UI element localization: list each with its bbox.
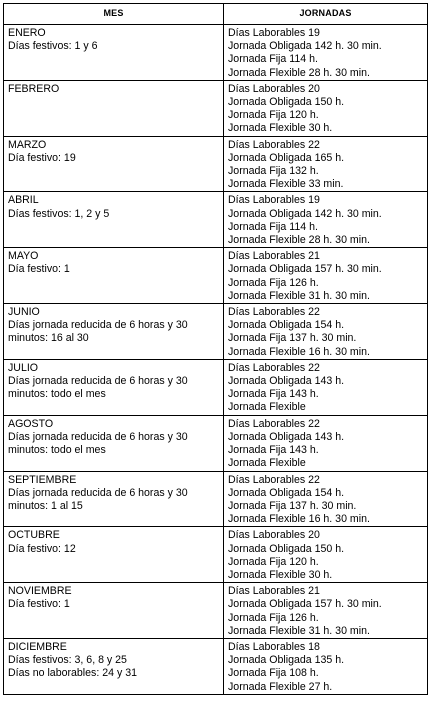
jornada-flexible: Jornada Flexible 30 h.	[228, 568, 333, 581]
month-note-line: Días festivos: 3, 6, 8 y 25	[8, 654, 127, 667]
jornada-flexible: Jornada Flexible	[228, 401, 306, 414]
month-cell	[4, 583, 224, 639]
table-row	[4, 583, 428, 639]
month-cell	[4, 192, 224, 248]
jornada-fija: Jornada Fija 114 h.	[228, 53, 318, 66]
jornada-obligada: Jornada Obligada 154 h.	[228, 486, 345, 499]
month-note-line: Día festivo: 12	[8, 542, 76, 555]
month-name: ENERO	[8, 27, 46, 39]
month-note-line: Días festivos: 1, 2 y 5	[8, 207, 110, 220]
table-row	[4, 80, 428, 136]
jornadas-cell	[224, 248, 428, 304]
table-row	[4, 192, 428, 248]
month-name: AGOSTO	[8, 417, 54, 430]
dias-laborables: Días Laborables 20	[228, 529, 320, 542]
jornadas-cell	[224, 638, 428, 694]
month-notes	[8, 598, 220, 611]
dias-laborables: Días Laborables 20	[228, 82, 320, 95]
jornadas-cell	[224, 25, 428, 81]
month-note-line: minutos: 16 al 30	[8, 332, 89, 345]
jornada-obligada: Jornada Obligada 150 h.	[228, 542, 345, 555]
jornadas-cell	[224, 192, 428, 248]
jornada-obligada: Jornada Obligada 135 h.	[228, 654, 345, 667]
month-note-line: minutos: 1 al 15	[8, 499, 83, 512]
table-row	[4, 415, 428, 471]
jornadas-cell	[224, 304, 428, 360]
month-notes	[8, 319, 220, 345]
month-notes	[8, 487, 220, 513]
month-name: SEPTIEMBRE	[8, 473, 77, 486]
dias-laborables: Días Laborables 19	[228, 27, 320, 39]
jornada-fija: Jornada Fija 120 h.	[228, 109, 319, 122]
month-notes	[8, 40, 220, 53]
month-note-line: Día festivo: 1	[8, 598, 70, 611]
month-note-line: Días jornada reducida de 6 horas y 30	[8, 375, 188, 388]
jornada-obligada: Jornada Obligada 154 h.	[228, 319, 345, 332]
jornada-obligada: Jornada Obligada 165 h.	[228, 151, 345, 164]
month-cell	[4, 471, 224, 527]
jornada-flexible: Jornada Flexible 33 min.	[228, 178, 344, 191]
month-note-line: Día festivo: 1	[8, 263, 70, 276]
jornada-obligada: Jornada Obligada 143 h.	[228, 430, 345, 443]
jornada-fija: Jornada Fija 137 h. 30 min.	[228, 499, 357, 512]
jornada-fija: Jornada Fija 126 h.	[228, 611, 319, 624]
month-note-line: Días jornada reducida de 6 horas y 30	[8, 319, 188, 332]
month-cell	[4, 415, 224, 471]
jornada-flexible: Jornada Flexible 16 h. 30 min.	[228, 345, 370, 358]
month-note-line: minutos: todo el mes	[8, 444, 106, 457]
jornada-obligada: Jornada Obligada 150 h.	[228, 96, 345, 109]
jornadas-cell	[224, 136, 428, 192]
header-jornadas: JORNADAS	[224, 4, 428, 25]
jornadas-cell	[224, 527, 428, 583]
month-name: DICIEMBRE	[8, 640, 67, 653]
month-name: OCTUBRE	[8, 529, 60, 542]
jornada-fija: Jornada Fija 120 h.	[228, 555, 319, 568]
month-name: JULIO	[8, 361, 39, 374]
table-row	[4, 638, 428, 694]
jornada-fija: Jornada Fija 126 h.	[228, 276, 319, 289]
month-cell	[4, 248, 224, 304]
table-row	[4, 471, 428, 527]
jornada-flexible: Jornada Flexible 31 h. 30 min.	[228, 289, 370, 302]
header-row	[4, 4, 428, 25]
month-name: FEBRERO	[8, 82, 60, 95]
month-notes	[8, 654, 220, 680]
jornada-obligada: Jornada Obligada 143 h.	[228, 375, 345, 388]
table-row	[4, 527, 428, 583]
jornada-obligada: Jornada Obligada 157 h. 30 min.	[228, 598, 382, 611]
month-cell	[4, 638, 224, 694]
month-name: MAYO	[8, 250, 39, 263]
dias-laborables: Días Laborables 22	[228, 417, 320, 430]
jornadas-cell	[224, 415, 428, 471]
month-note-line: Días festivos: 1 y 6	[8, 40, 98, 53]
month-name: MARZO	[8, 138, 47, 151]
month-name: NOVIEMBRE	[8, 585, 72, 598]
table-row	[4, 359, 428, 415]
dias-laborables: Días Laborables 22	[228, 473, 320, 486]
jornada-flexible: Jornada Flexible 30 h.	[228, 122, 333, 135]
table-row	[4, 136, 428, 192]
jornada-obligada: Jornada Obligada 157 h. 30 min.	[228, 263, 382, 276]
month-note-line: Día festivo: 19	[8, 151, 76, 164]
jornada-fija: Jornada Fija 114 h.	[228, 220, 318, 233]
jornada-flexible: Jornada Flexible	[228, 457, 306, 470]
month-notes	[8, 375, 220, 401]
month-note-line: Días jornada reducida de 6 horas y 30	[8, 430, 188, 443]
jornada-fija: Jornada Fija 137 h. 30 min.	[228, 332, 357, 345]
jornada-fija: Jornada Fija 143 h.	[228, 444, 319, 457]
month-notes	[8, 152, 220, 165]
dias-laborables: Días Laborables 22	[228, 306, 320, 319]
month-notes	[8, 263, 220, 276]
jornada-fija: Jornada Fija 132 h.	[228, 165, 319, 178]
jornadas-cell	[224, 583, 428, 639]
month-cell	[4, 80, 224, 136]
table-body	[4, 25, 428, 695]
jornada-flexible: Jornada Flexible 31 h. 30 min.	[228, 624, 370, 637]
month-cell	[4, 304, 224, 360]
jornada-fija: Jornada Fija 143 h.	[228, 388, 319, 401]
dias-laborables: Días Laborables 22	[228, 361, 320, 374]
jornadas-cell	[224, 359, 428, 415]
month-cell	[4, 527, 224, 583]
jornada-obligada: Jornada Obligada 142 h. 30 min.	[228, 40, 382, 53]
month-cell	[4, 359, 224, 415]
jornadas-cell	[224, 80, 428, 136]
month-cell	[4, 136, 224, 192]
jornada-flexible: Jornada Flexible 28 h. 30 min.	[228, 66, 370, 79]
month-note-line: Días no laborables: 24 y 31	[8, 667, 137, 680]
dias-laborables: Días Laborables 18	[228, 640, 320, 653]
dias-laborables: Días Laborables 21	[228, 250, 320, 263]
dias-laborables: Días Laborables 22	[228, 138, 320, 151]
month-name: ABRIL	[8, 194, 39, 207]
month-notes	[8, 543, 220, 556]
jornada-obligada: Jornada Obligada 142 h. 30 min.	[228, 207, 382, 220]
header-mes: MES	[4, 4, 224, 25]
jornada-flexible: Jornada Flexible 27 h.	[228, 680, 333, 693]
working-hours-table	[3, 3, 428, 695]
dias-laborables: Días Laborables 21	[228, 585, 320, 598]
month-notes	[8, 431, 220, 457]
table-row	[4, 248, 428, 304]
month-note-line: minutos: todo el mes	[8, 388, 106, 401]
table-row	[4, 25, 428, 81]
dias-laborables: Días Laborables 19	[228, 194, 320, 207]
jornada-flexible: Jornada Flexible 28 h. 30 min.	[228, 234, 370, 247]
jornada-flexible: Jornada Flexible 16 h. 30 min.	[228, 513, 370, 526]
jornadas-cell	[224, 471, 428, 527]
month-note-line: Días jornada reducida de 6 horas y 30	[8, 486, 188, 499]
month-notes	[8, 208, 220, 221]
month-cell	[4, 25, 224, 81]
jornada-fija: Jornada Fija 108 h.	[228, 667, 319, 680]
table-row	[4, 304, 428, 360]
month-name: JUNIO	[8, 306, 40, 319]
